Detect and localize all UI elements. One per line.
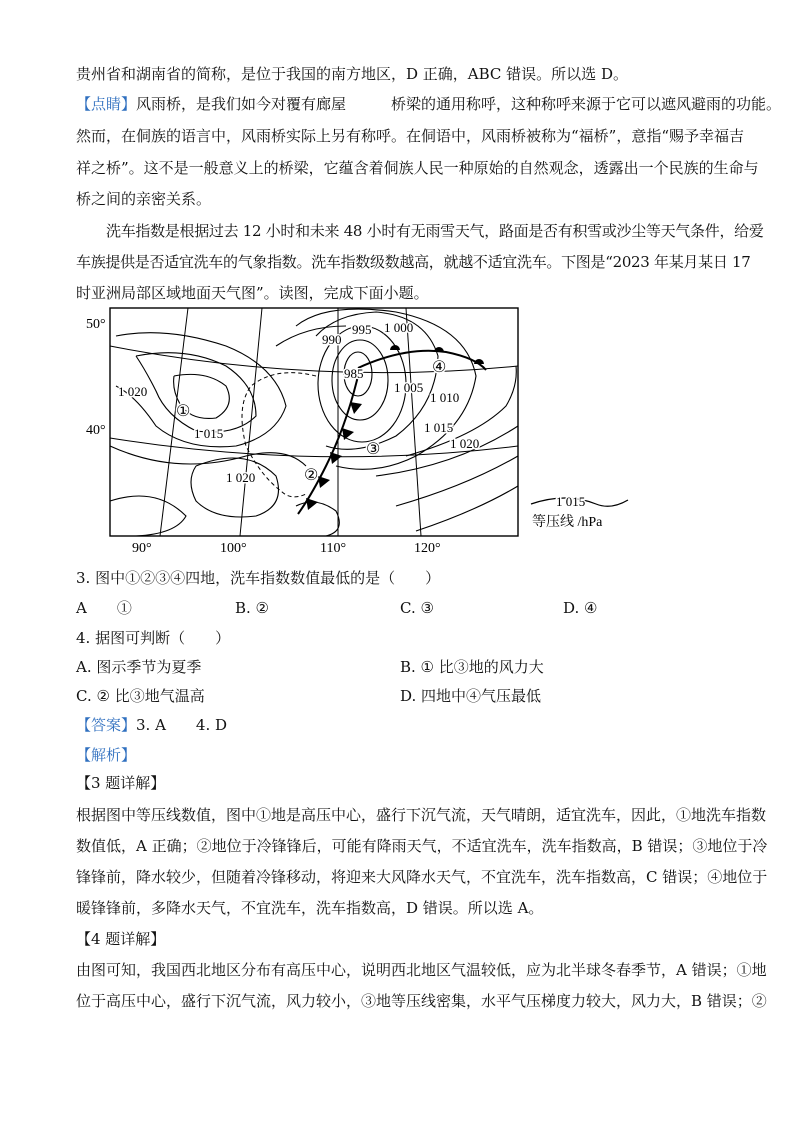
place-1: ① <box>176 403 191 420</box>
legend-value: 1 015 <box>556 494 586 509</box>
intro-line: 车族提供是否适宜洗车的气象指数。洗车指数级数越高，就越不适宜洗车。下图是“2023 年某月某日 17 <box>76 253 751 271</box>
lon-label: 110° <box>320 541 347 556</box>
place-4: ④ <box>432 359 447 376</box>
tip-text: 风雨桥，是我们如今对覆有廊屋 桥梁的通用称呼，这种称呼来源于它可以遮风避雨的功能。 <box>136 95 782 113</box>
isobar-label: 1 015 <box>194 426 224 441</box>
weather-map <box>76 306 636 556</box>
text-line: 然而，在侗族的语言中，风雨桥实际上另有称呼。在侗语中，风雨桥被称为“福桥”，意指“赐予幸福吉 <box>76 127 745 145</box>
isobar-label: 1 015 <box>424 420 454 435</box>
text-line: 祥之桥”。这不是一般意义上的桥梁，它蕴含着侗族人民一种原始的自然观念，透露出一个民族的生命与 <box>76 159 759 177</box>
question-3-stem: 3. 图中①②③④四地，洗车指数数值最低的是（ ） <box>76 569 441 587</box>
isobar-label: 990 <box>322 332 342 347</box>
isobar-label: 985 <box>344 366 364 381</box>
lat-label: 40° <box>86 423 106 438</box>
tip-tag: 【点睛】 <box>76 95 137 113</box>
text-line: 桥之间的亲密关系。 <box>76 190 212 208</box>
parallel-50 <box>110 346 518 373</box>
answer-line <box>76 715 227 735</box>
q3-option-b: B. ② <box>235 599 270 617</box>
detail-4-tag: 【4 题详解】 <box>76 930 166 948</box>
isobar-label: 1 010 <box>430 390 460 405</box>
meridian-100 <box>240 308 262 536</box>
text-line: 贵州省和湖南省的简称，是位于我国的南方地区，D 正确，ABC 错误。所以选 D。 <box>76 65 628 83</box>
tip-paragraph-line <box>76 94 781 114</box>
detail-3-line: 锋锋前，降水较少，但随着冷锋移动，将迎来大风降水天气，不宜洗车，洗车指数高，C 错误；④地位于 <box>76 868 768 886</box>
analysis-tag: 【解析】 <box>76 746 137 764</box>
q3-option-d: D. ④ <box>563 599 598 617</box>
detail-3-line: 根据图中等压线数值，图中①地是高压中心，盛行下沉气流，天气晴朗，适宜洗车，因此，①地洗车指数 <box>76 806 767 824</box>
meridian-120 <box>406 308 421 536</box>
intro-line: 时亚洲局部区域地面天气图”。读图，完成下面小题。 <box>76 284 429 302</box>
lat-label: 50° <box>86 317 106 332</box>
place-3: ③ <box>366 441 381 458</box>
cold-front <box>298 376 358 514</box>
q3-option-a: A ① <box>76 599 132 617</box>
intro-line: 洗车指数是根据过去 12 小时和未来 48 小时有无雨雪天气，路面是否有积雪或沙尘等天气条件，给爱 <box>106 222 764 240</box>
isobar-label: 1 005 <box>394 380 424 395</box>
isobar-label: 1 020 <box>226 470 256 485</box>
q4-option-c: C. ② 比③地气温高 <box>76 687 205 705</box>
answer-tag: 【答案】 <box>76 716 137 734</box>
q4-option-b: B. ① 比③地的风力大 <box>400 658 544 676</box>
isobar-label: 1 000 <box>384 320 414 335</box>
isobar-label: 995 <box>352 322 372 337</box>
q4-option-d: D. 四地中④气压最低 <box>400 687 542 705</box>
place-2: ② <box>304 467 319 484</box>
detail-4-line: 位于高压中心，盛行下沉气流，风力较小，③地等压线密集，水平气压梯度力较大，风力大，B 错误；② <box>76 992 767 1010</box>
lon-label: 100° <box>220 541 247 556</box>
detail-3-line: 暖锋锋前，多降水天气，不宜洗车，洗车指数高，D 错误。所以选 A。 <box>76 899 544 917</box>
meridian-90 <box>160 308 191 536</box>
answer-text: 3. A 4. D <box>136 716 228 734</box>
detail-3-line: 数值低，A 正确；②地位于冷锋锋后，可能有降雨天气，不适宜洗车，洗车指数高，B 错误；③地位于冷 <box>76 837 768 855</box>
detail-4-line: 由图可知，我国西北地区分布有高压中心，说明西北地区气温较低，应为北半球冬春季节，A 错误；①地 <box>76 961 767 979</box>
isobar-label: 1 020 <box>118 384 148 399</box>
lon-label: 90° <box>132 541 152 556</box>
lon-label: 120° <box>414 541 441 556</box>
question-4-stem: 4. 据图可判断（ ） <box>76 629 231 647</box>
q3-option-c: C. ③ <box>400 599 434 617</box>
warm-front <box>358 351 486 370</box>
q4-option-a: A. 图示季节为夏季 <box>76 658 202 676</box>
isobar-label: 1 020 <box>450 436 480 451</box>
legend-label: 等压线 /hPa <box>532 515 603 530</box>
detail-3-tag: 【3 题详解】 <box>76 774 166 792</box>
